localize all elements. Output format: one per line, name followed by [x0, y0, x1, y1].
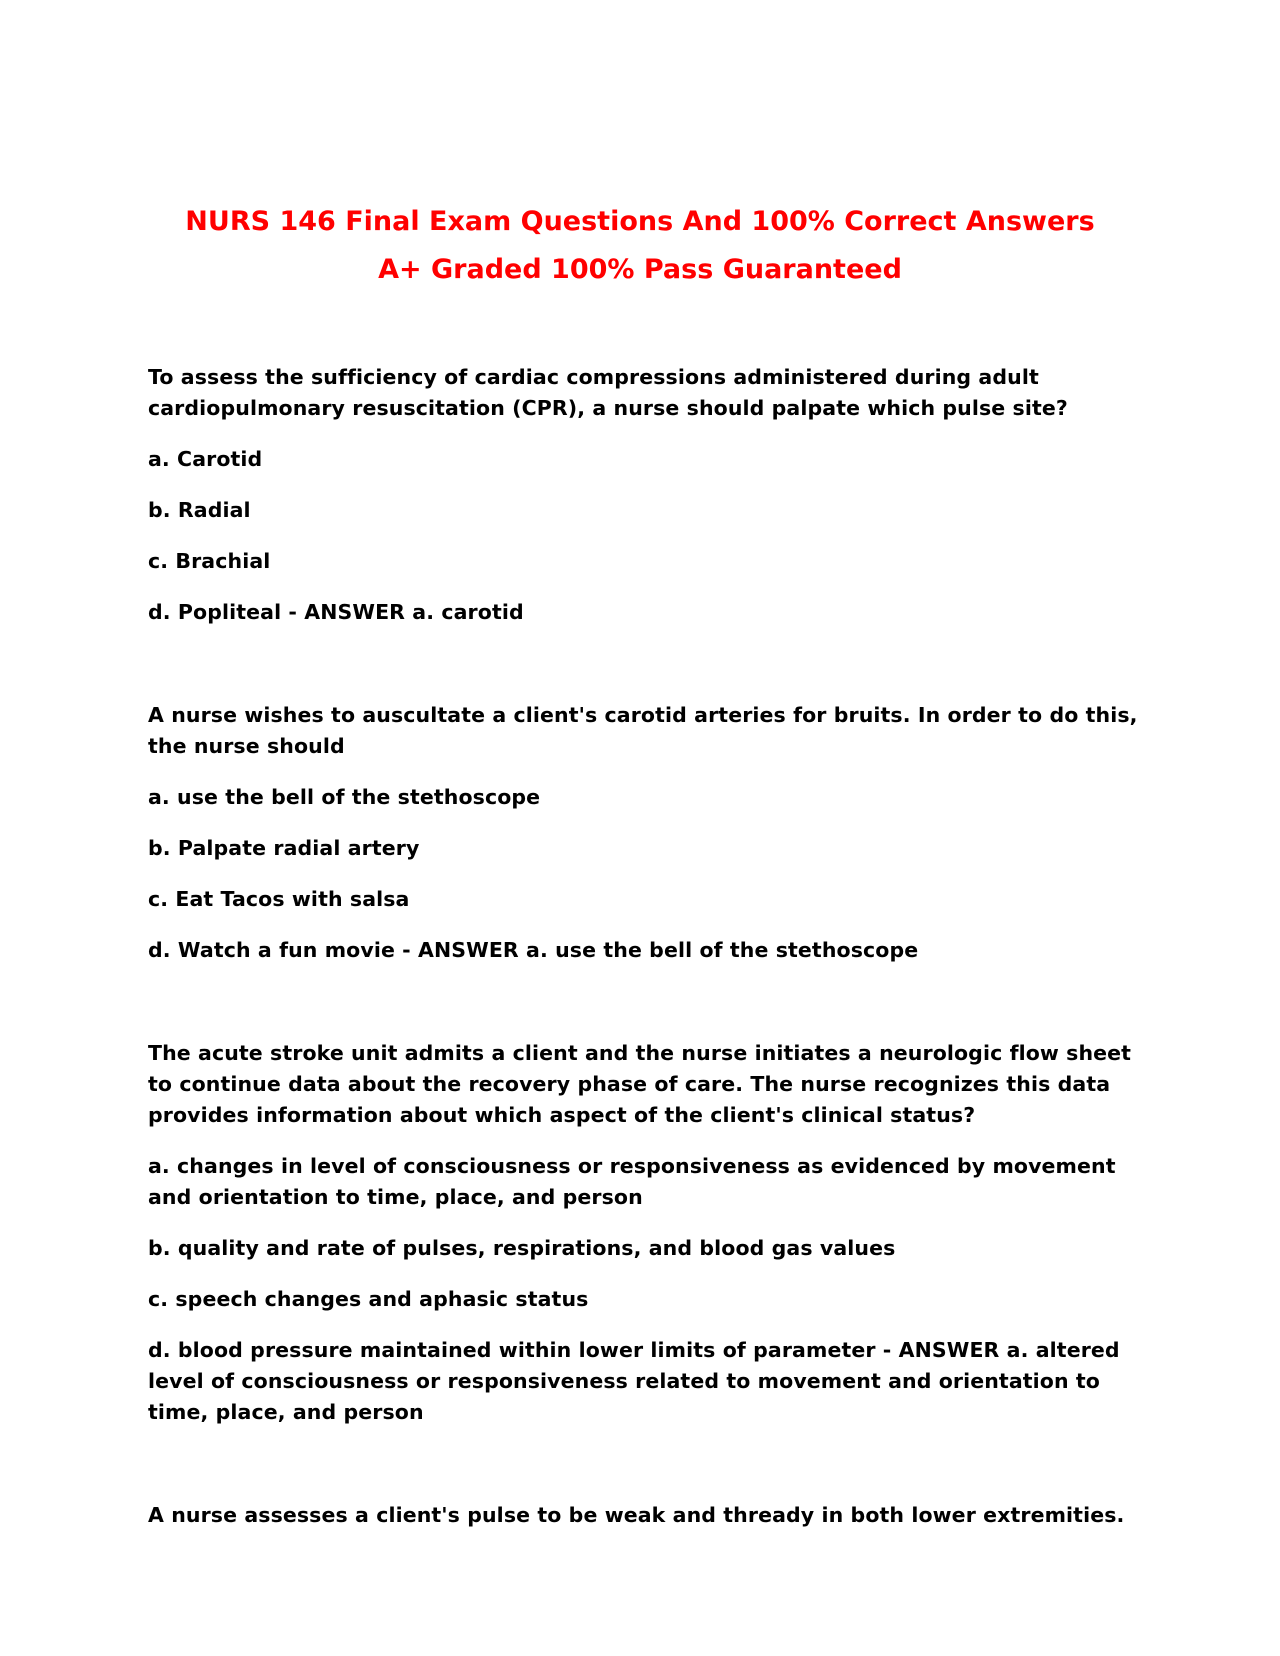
- question-stem: The acute stroke unit admits a client and the nurse initiates a neurologic flow sheet to continue data about the recovery phase of care. The nurse recognizes this data provides information about which aspect of the client's clinical status?: [148, 1041, 1132, 1127]
- question-1: [148, 362, 1148, 628]
- title-line-1: NURS 146 Final Exam Questions And 100% Correct Answers: [185, 206, 1095, 237]
- answer-option: a. Carotid: [148, 447, 263, 471]
- title-line-2: A+ Graded 100% Pass Guaranteed: [378, 254, 902, 285]
- question-stem: A nurse wishes to auscultate a client's carotid arteries for bruits. In order to do this, the nurse should: [148, 703, 1138, 758]
- question-4: [148, 1500, 1148, 1531]
- answer-option: c. Brachial: [148, 549, 271, 573]
- answer-option: d. Popliteal - ANSWER a. carotid: [148, 600, 524, 624]
- answer-option: b. Radial: [148, 498, 251, 522]
- question-2: [148, 700, 1148, 966]
- question-stem: To assess the sufficiency of cardiac compressions administered during adult cardiopulmonary resuscitation (CPR), a nurse should palpate which pulse site?: [148, 365, 1068, 420]
- answer-option: d. Watch a fun movie - ANSWER a. use the bell of the stethoscope: [148, 938, 919, 962]
- answer-option: a. changes in level of consciousness or responsiveness as evidenced by movement and orientation to time, place, and person: [148, 1154, 1116, 1209]
- question-stem: A nurse assesses a client's pulse to be weak and thready in both lower extremities.: [148, 1503, 1125, 1527]
- question-spacer: [148, 628, 1148, 700]
- answer-option: b. Palpate radial artery: [148, 836, 420, 860]
- document-title: [100, 198, 1180, 294]
- answer-option: c. Eat Tacos with salsa: [148, 887, 410, 911]
- answer-option: a. use the bell of the stethoscope: [148, 785, 541, 809]
- question-3: [148, 1038, 1148, 1428]
- question-spacer: [148, 966, 1148, 1038]
- answer-option: d. blood pressure maintained within lower limits of parameter - ANSWER a. altered level of consciousness or responsiveness related to movement and orientation to time, place, and person: [148, 1338, 1120, 1424]
- question-spacer: [148, 1428, 1148, 1500]
- question-list: [148, 362, 1148, 1551]
- answer-option: c. speech changes and aphasic status: [148, 1287, 589, 1311]
- answer-option: b. quality and rate of pulses, respirations, and blood gas values: [148, 1236, 896, 1260]
